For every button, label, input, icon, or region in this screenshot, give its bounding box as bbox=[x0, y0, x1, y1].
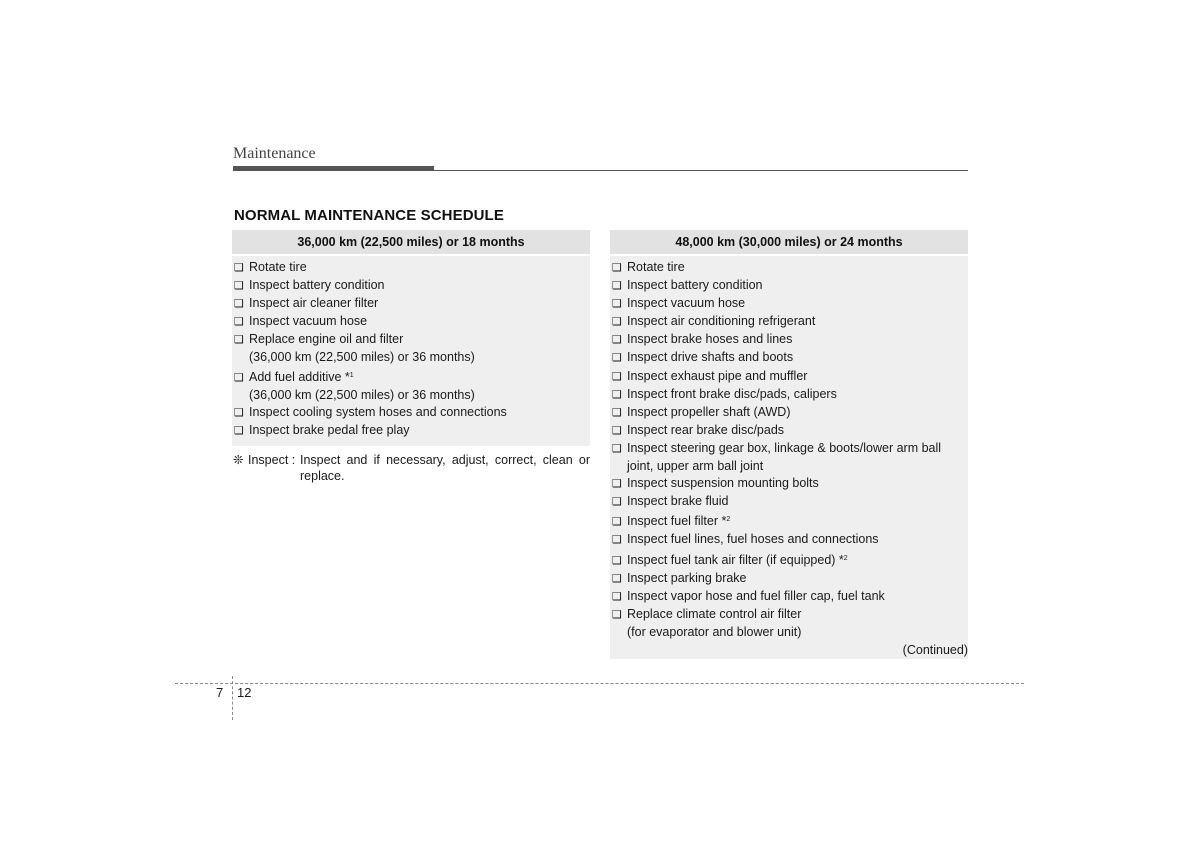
page-heading: NORMAL MAINTENANCE SCHEDULE bbox=[234, 207, 504, 224]
checklist-item bbox=[232, 277, 590, 295]
checkbox-icon: ❑ bbox=[612, 316, 622, 329]
footer-divider bbox=[175, 683, 1024, 684]
checklist-item bbox=[610, 570, 968, 588]
item-text: Inspect suspension mounting bolts bbox=[627, 476, 819, 491]
column-body bbox=[610, 256, 968, 659]
item-text: Inspect air conditioning refrigerant bbox=[627, 314, 816, 329]
item-text: Replace climate control air filter bbox=[627, 606, 802, 621]
checkbox-icon: ❑ bbox=[234, 280, 244, 293]
checkbox-icon: ❑ bbox=[612, 496, 622, 509]
checklist-item bbox=[232, 259, 590, 277]
note-mark-icon: ❊ bbox=[233, 452, 244, 467]
checkbox-icon: ❑ bbox=[234, 298, 244, 311]
checkbox-icon: ❑ bbox=[612, 424, 622, 437]
checklist-item bbox=[610, 331, 968, 349]
checkbox-icon: ❑ bbox=[612, 554, 622, 567]
header-rule-thick bbox=[233, 166, 434, 171]
checkbox-icon: ❑ bbox=[612, 262, 622, 274]
column-header: 36,000 km (22,500 miles) or 18 months bbox=[232, 230, 590, 254]
item-subtext: joint, upper arm ball joint bbox=[627, 459, 764, 474]
checklist-item bbox=[232, 422, 590, 440]
checklist-item bbox=[610, 588, 968, 606]
checklist-item bbox=[610, 511, 968, 531]
checklist-item bbox=[610, 550, 968, 570]
item-text: Inspect cooling system hoses and connections bbox=[249, 404, 507, 419]
checklist-item bbox=[610, 259, 968, 277]
checklist-item bbox=[610, 475, 968, 493]
checklist-item bbox=[232, 404, 590, 422]
item-text: Inspect fuel lines, fuel hoses and connections bbox=[627, 532, 879, 547]
checkbox-icon: ❑ bbox=[234, 371, 244, 384]
footer-vertical-divider bbox=[232, 676, 233, 720]
item-text: Inspect vacuum hose bbox=[249, 314, 368, 329]
checkbox-icon: ❑ bbox=[612, 572, 622, 585]
item-text: Rotate tire bbox=[249, 260, 307, 274]
checklist bbox=[610, 259, 968, 641]
checklist-item bbox=[610, 531, 968, 549]
checkbox-icon: ❑ bbox=[234, 316, 244, 329]
checkbox-icon: ❑ bbox=[612, 388, 622, 401]
item-text: Inspect front brake disc/pads, calipers bbox=[627, 386, 837, 401]
note-label: Inspect : bbox=[248, 452, 296, 467]
checklist-item bbox=[610, 440, 968, 475]
column-header: 48,000 km (30,000 miles) or 24 months bbox=[610, 230, 968, 254]
item-text: Inspect parking brake bbox=[627, 570, 747, 585]
checkbox-icon: ❑ bbox=[612, 534, 622, 547]
item-text: Replace engine oil and filter bbox=[249, 332, 404, 347]
checkbox-icon: ❑ bbox=[234, 334, 244, 347]
item-text: Inspect battery condition bbox=[627, 278, 763, 293]
checklist-item bbox=[610, 313, 968, 331]
checkbox-icon: ❑ bbox=[612, 370, 622, 383]
checklist-item bbox=[232, 367, 590, 404]
checkbox-icon: ❑ bbox=[234, 424, 244, 437]
note-text: Inspect and if necessary, adjust, correct, clean or replace. bbox=[300, 452, 590, 483]
column-body bbox=[232, 256, 590, 446]
item-text: Inspect fuel filter * bbox=[627, 514, 727, 529]
checkbox-icon: ❑ bbox=[612, 352, 622, 365]
checkbox-icon: ❑ bbox=[612, 334, 622, 347]
item-text: Add fuel additive * bbox=[249, 369, 350, 384]
checklist-item bbox=[610, 404, 968, 422]
checklist-item bbox=[610, 493, 968, 511]
schedule-column-36000 bbox=[232, 230, 590, 484]
item-text: Inspect brake hoses and lines bbox=[627, 332, 793, 347]
item-text: Inspect drive shafts and boots bbox=[627, 350, 794, 365]
checklist-item bbox=[610, 368, 968, 386]
checklist-item bbox=[610, 349, 968, 367]
footnote-ref: 1 bbox=[349, 371, 354, 379]
item-text: Rotate tire bbox=[627, 260, 685, 274]
checkbox-icon: ❑ bbox=[612, 516, 622, 529]
schedule-column-48000 bbox=[610, 230, 968, 659]
header-rule-thin bbox=[434, 170, 968, 171]
page-number: 12 bbox=[237, 685, 252, 700]
checkbox-icon: ❑ bbox=[234, 262, 244, 274]
item-text: Inspect brake pedal free play bbox=[249, 422, 410, 437]
item-text: Inspect fuel tank air filter (if equipped) * bbox=[627, 552, 844, 567]
checkbox-icon: ❑ bbox=[612, 280, 622, 293]
item-text: Inspect vapor hose and fuel filler cap, fuel tank bbox=[627, 588, 885, 603]
item-text: Inspect brake fluid bbox=[627, 494, 729, 509]
checkbox-icon: ❑ bbox=[612, 590, 622, 603]
checklist-item bbox=[232, 313, 590, 331]
inspect-note bbox=[232, 452, 590, 484]
item-text: Inspect rear brake disc/pads bbox=[627, 422, 785, 437]
checkbox-icon: ❑ bbox=[612, 608, 622, 621]
checklist-item bbox=[232, 331, 590, 366]
checkbox-icon: ❑ bbox=[612, 478, 622, 491]
checkbox-icon: ❑ bbox=[612, 406, 622, 419]
checklist-item bbox=[610, 386, 968, 404]
footnote-ref: 2 bbox=[843, 554, 848, 562]
item-text: Inspect vacuum hose bbox=[627, 296, 746, 311]
checklist-item bbox=[610, 422, 968, 440]
checklist bbox=[232, 259, 590, 440]
checklist-item bbox=[610, 295, 968, 313]
section-title: Maintenance bbox=[233, 145, 316, 162]
checkbox-icon: ❑ bbox=[612, 442, 622, 455]
item-text: Inspect battery condition bbox=[249, 278, 385, 293]
item-text: Inspect steering gear box, linkage & boots/lower arm ball bbox=[627, 440, 942, 455]
item-subtext: (for evaporator and blower unit) bbox=[627, 624, 802, 639]
checkbox-icon: ❑ bbox=[234, 406, 244, 419]
checkbox-icon: ❑ bbox=[612, 298, 622, 311]
chapter-number: 7 bbox=[216, 685, 224, 700]
footnote-ref: 2 bbox=[726, 516, 731, 524]
checklist-item bbox=[232, 295, 590, 313]
item-text: Inspect exhaust pipe and muffler bbox=[627, 368, 808, 383]
checklist-item bbox=[610, 277, 968, 295]
continued-label: (Continued) bbox=[902, 642, 968, 657]
item-subtext: (36,000 km (22,500 miles) or 36 months) bbox=[249, 387, 475, 402]
item-subtext: (36,000 km (22,500 miles) or 36 months) bbox=[249, 350, 475, 365]
item-text: Inspect propeller shaft (AWD) bbox=[627, 404, 791, 419]
checklist-item bbox=[610, 606, 968, 641]
item-text: Inspect air cleaner filter bbox=[249, 296, 379, 311]
